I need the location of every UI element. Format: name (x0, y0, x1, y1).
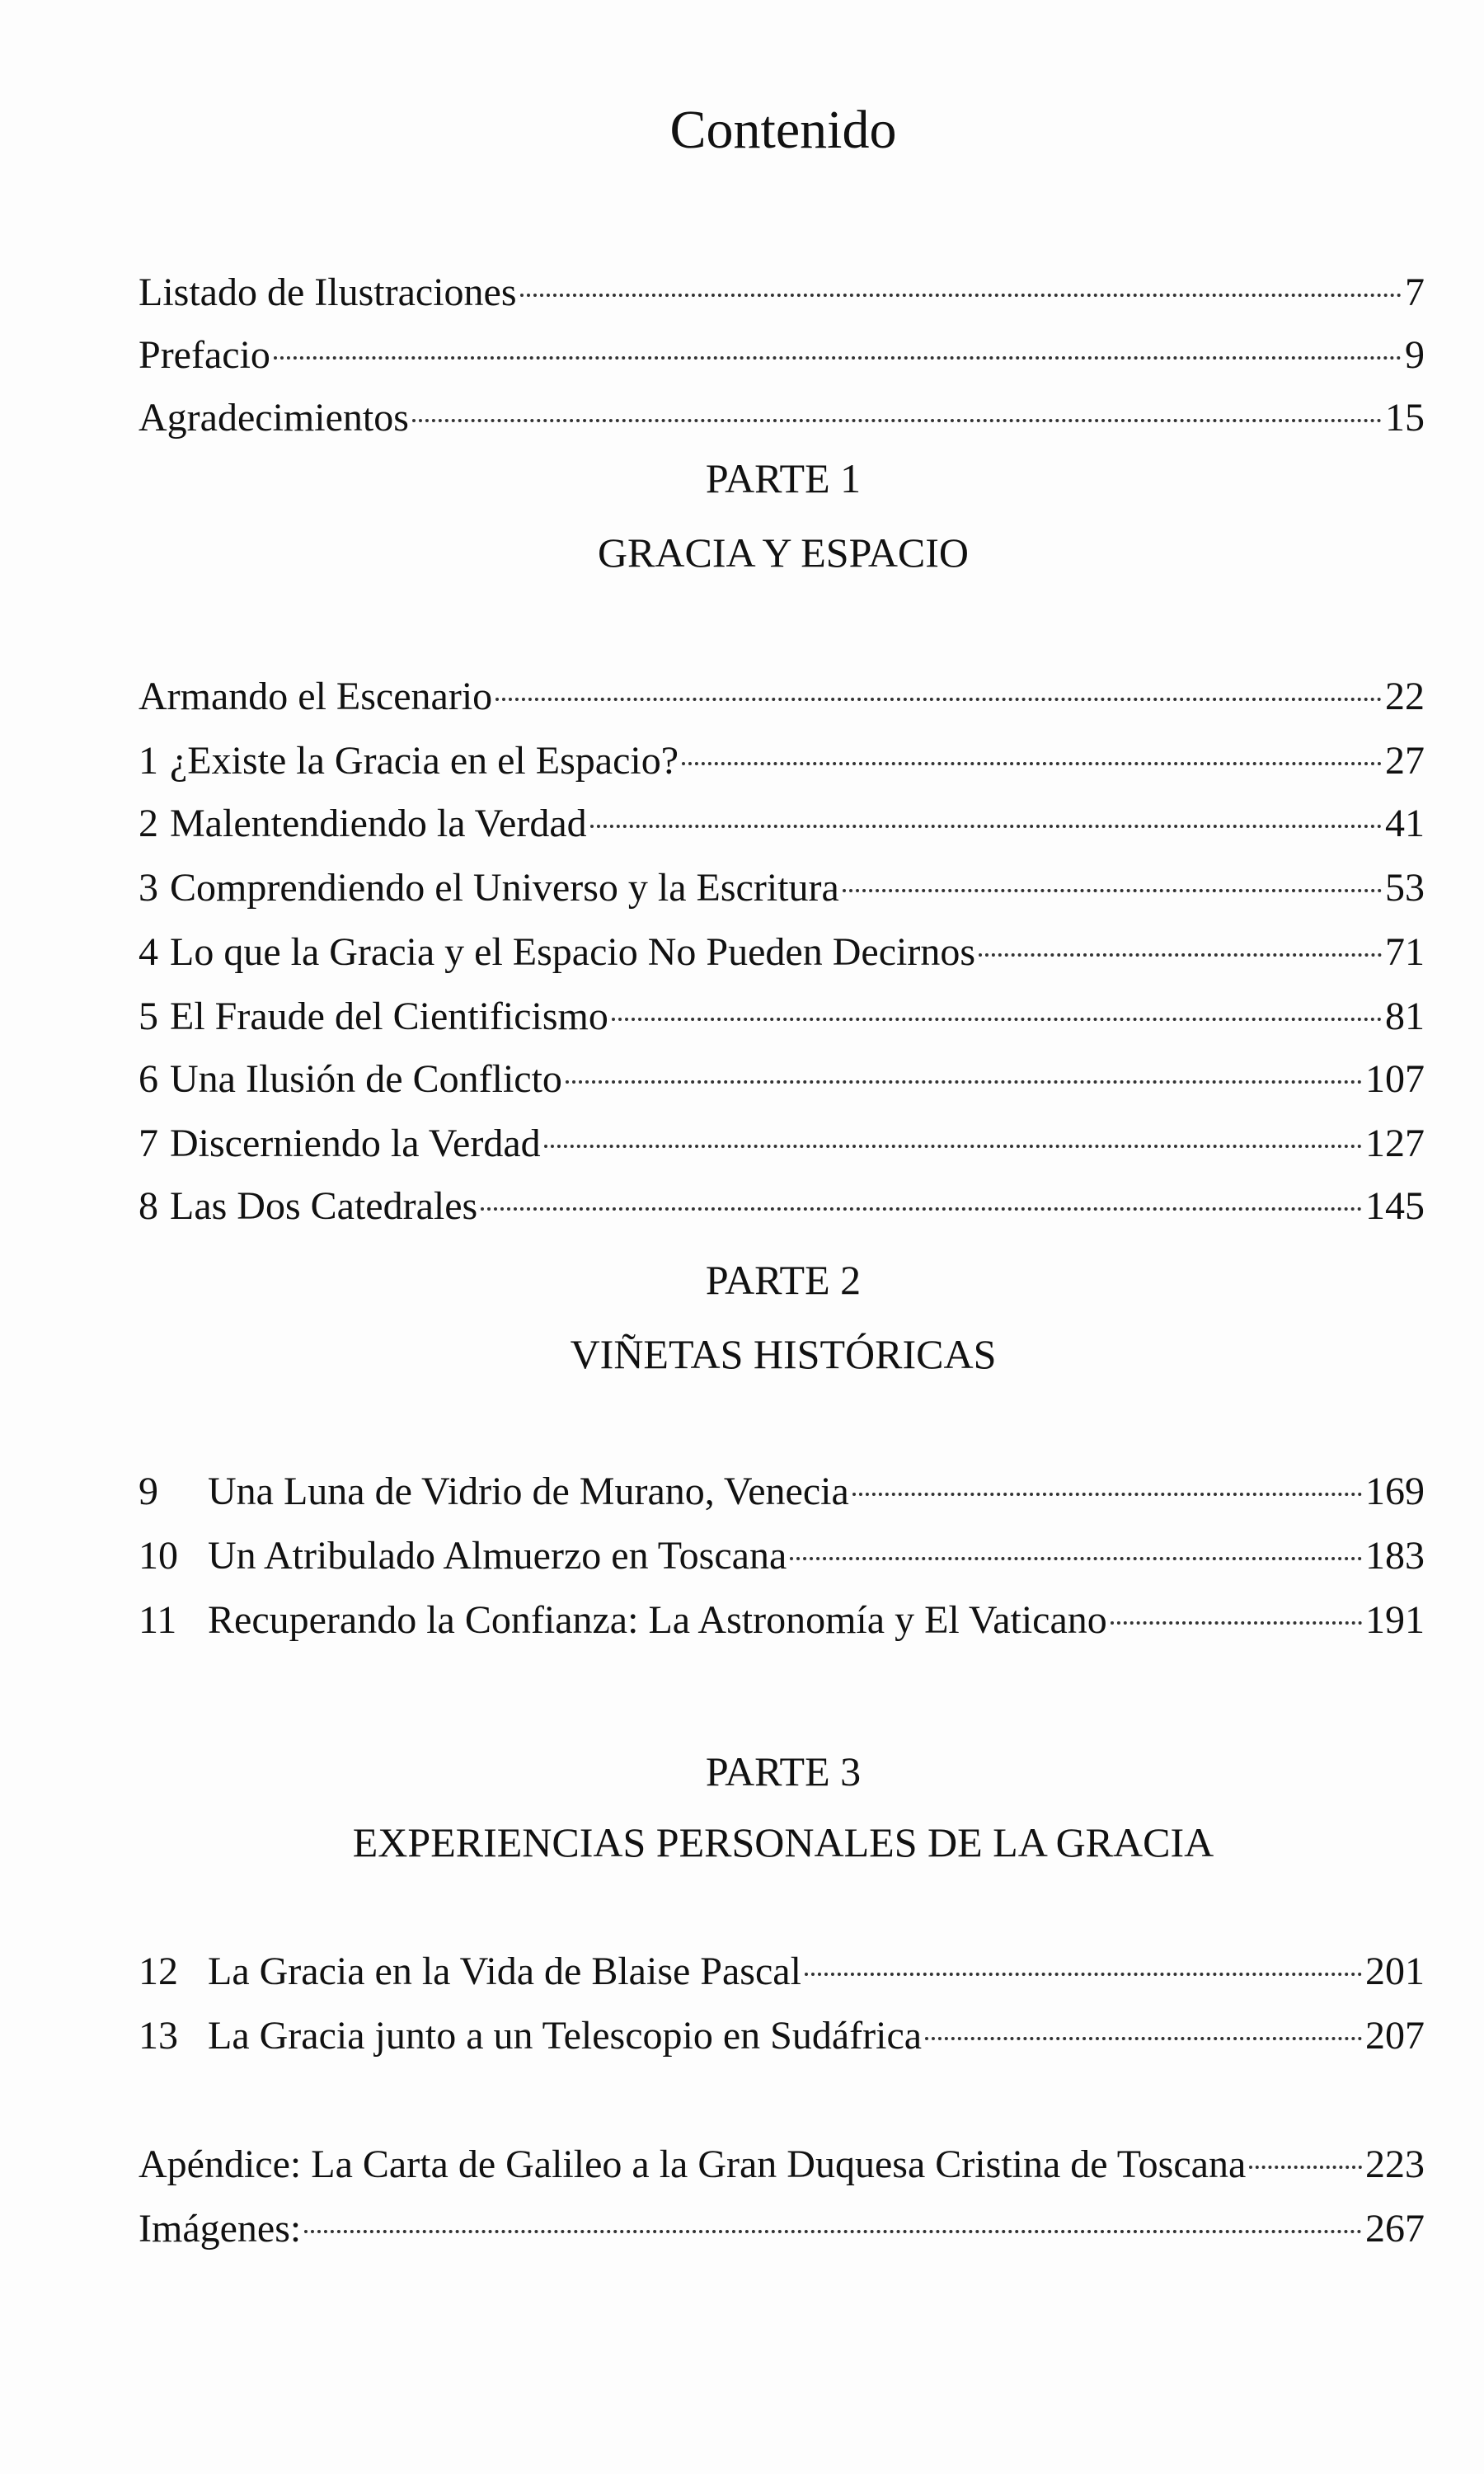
leader-dots (412, 394, 1382, 422)
entry-page: 15 (1385, 396, 1425, 440)
toc-entry (139, 990, 1425, 1044)
entry-page: 9 (1405, 333, 1425, 377)
leader-dots (1111, 1597, 1362, 1625)
leader-dots (520, 269, 1402, 297)
entry-page: 267 (1365, 2207, 1425, 2251)
leader-dots (544, 1120, 1362, 1148)
chapter-number: 2 (139, 802, 158, 845)
chapter-number: 8 (139, 1184, 158, 1228)
chapter-number: 6 (139, 1057, 158, 1101)
entry-page: 81 (1385, 995, 1425, 1038)
leader-dots (682, 737, 1382, 765)
chapter-number: 3 (139, 866, 158, 910)
entry-page: 7 (1405, 270, 1425, 314)
leader-dots (790, 1532, 1362, 1560)
chapter-number: 5 (139, 995, 158, 1038)
toc-entry (139, 391, 1425, 445)
entry-label: Comprendiendo el Universo y la Escritura (170, 866, 839, 910)
toc-entry (139, 861, 1425, 915)
part-3-heading: PARTE 3 (705, 1748, 862, 1794)
leader-dots (566, 1056, 1362, 1084)
entry-page: 53 (1385, 866, 1425, 910)
leader-dots (843, 864, 1382, 892)
toc-entry (139, 1179, 1425, 1234)
toc-entry (139, 1465, 1425, 1519)
toc-entry (139, 2138, 1425, 2192)
leader-dots (590, 800, 1382, 828)
entry-label: Discerniendo la Verdad (170, 1122, 541, 1165)
leader-dots (612, 993, 1382, 1021)
entry-label: Imágenes: (139, 2207, 302, 2251)
entry-page: 107 (1365, 1057, 1425, 1101)
part-1-subtitle: GRACIA Y ESPACIO (597, 529, 970, 576)
entry-label: Recuperando la Confianza: La Astronomía y El Vaticano (208, 1598, 1107, 1642)
toc-entry (139, 1593, 1425, 1648)
entry-label: La Gracia en la Vida de Blaise Pascal (208, 1950, 801, 1993)
leader-dots (852, 1468, 1362, 1496)
entry-page: 207 (1365, 2014, 1425, 2058)
entry-label: Malentendiendo la Verdad (170, 802, 587, 845)
chapter-number: 9 (139, 1470, 158, 1513)
leader-dots (481, 1183, 1362, 1211)
entry-page: 169 (1365, 1470, 1425, 1513)
entry-label: Listado de Ilustraciones (139, 270, 517, 314)
entry-page: 22 (1385, 675, 1425, 718)
entry-page: 71 (1385, 930, 1425, 974)
entry-page: 145 (1365, 1184, 1425, 1228)
chapter-number: 10 (139, 1534, 178, 1578)
chapter-number: 7 (139, 1122, 158, 1165)
entry-page: 183 (1365, 1534, 1425, 1578)
entry-label: Lo que la Gracia y el Espacio No Pueden Decirnos (170, 930, 975, 974)
leader-dots (274, 332, 1402, 360)
part-2-subtitle: VIÑETAS HISTÓRICAS (570, 1331, 997, 1377)
leader-dots (1249, 2141, 1362, 2169)
toc-entry (139, 670, 1425, 724)
leader-dots (495, 673, 1382, 701)
chapter-number: 11 (139, 1598, 177, 1642)
entry-label: Prefacio (139, 333, 270, 377)
toc-entry (139, 2202, 1425, 2256)
entry-label: Apéndice: La Carta de Galileo a la Gran Duquesa Cristina de Toscana (139, 2142, 1247, 2186)
chapter-number: 4 (139, 930, 158, 974)
chapter-number: 12 (139, 1950, 178, 1993)
page-title: Contenido (669, 100, 897, 160)
toc-entry (139, 266, 1425, 320)
toc-entry (139, 925, 1425, 980)
entry-page: 223 (1365, 2142, 1425, 2186)
entry-label: ¿Existe la Gracia en el Espacio? (170, 739, 679, 783)
entry-label: Armando el Escenario (139, 675, 493, 718)
toc-entry (139, 797, 1425, 851)
leader-dots (304, 2205, 1362, 2233)
entry-label: Una Ilusión de Conflicto (170, 1057, 562, 1101)
part-3-subtitle: EXPERIENCIAS PERSONALES DE LA GRACIA (352, 1819, 1214, 1865)
toc-entry (139, 1052, 1425, 1107)
leader-dots (979, 929, 1382, 957)
toc-entry (139, 1529, 1425, 1583)
toc-entry (139, 328, 1425, 383)
entry-label: Agradecimientos (139, 396, 409, 440)
entry-label: Una Luna de Vidrio de Murano, Venecia (208, 1470, 849, 1513)
chapter-number: 1 (139, 739, 158, 783)
entry-page: 41 (1385, 802, 1425, 845)
leader-dots (925, 2012, 1362, 2040)
entry-label: Un Atribulado Almuerzo en Toscana (208, 1534, 787, 1578)
part-1-heading: PARTE 1 (705, 455, 862, 501)
entry-page: 191 (1365, 1598, 1425, 1642)
toc-entry (139, 1945, 1425, 1999)
leader-dots (805, 1948, 1362, 1976)
entry-label: Las Dos Catedrales (170, 1184, 478, 1228)
entry-page: 27 (1385, 739, 1425, 783)
entry-page: 127 (1365, 1122, 1425, 1165)
chapter-number: 13 (139, 2014, 178, 2058)
toc-entry (139, 2009, 1425, 2063)
toc-entry (139, 1117, 1425, 1171)
toc-entry (139, 734, 1425, 788)
part-2-heading: PARTE 2 (705, 1257, 862, 1303)
entry-label: El Fraude del Cientificismo (170, 995, 608, 1038)
entry-label: La Gracia junto a un Telescopio en Sudáfrica (208, 2014, 923, 2058)
entry-page: 201 (1365, 1950, 1425, 1993)
